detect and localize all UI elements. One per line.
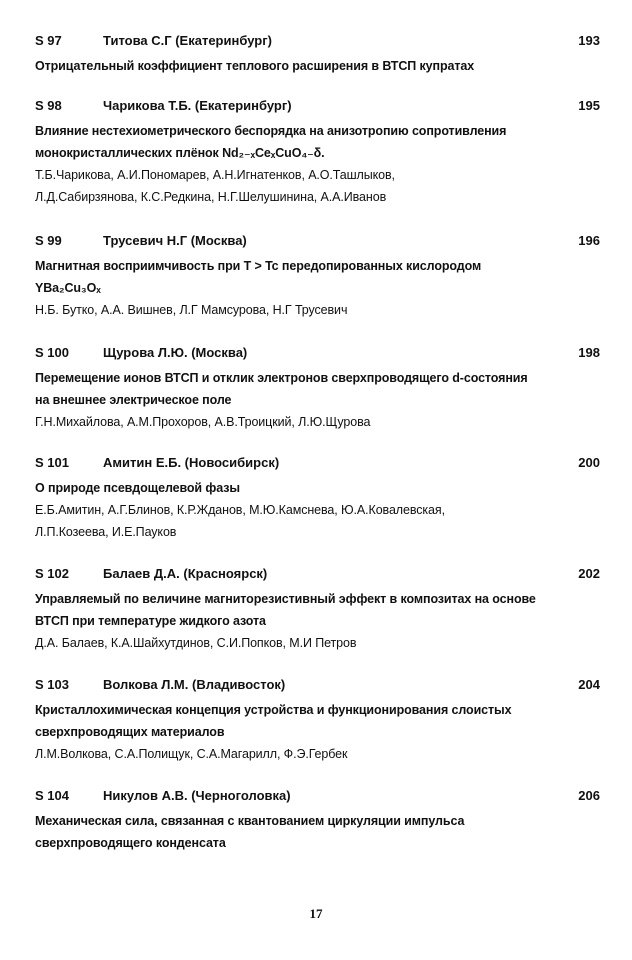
abstract-title-line: YBa₂Cu₃Oₓ [35, 281, 101, 295]
page-reference: 196 [578, 233, 600, 248]
session-code: S 99 [35, 233, 62, 248]
entry-header [35, 233, 600, 255]
presenter-name: Балаев Д.А. (Красноярск) [103, 566, 268, 581]
abstract-title-line: монокристаллических плёнок Nd₂₋ₓCeₓCuO₄₋δ. [35, 146, 325, 160]
entry-header [35, 98, 600, 120]
authors-line: Л.М.Волкова, С.А.Полищук, С.А.Магарилл, Ф.Э.Гербек [35, 747, 348, 761]
entry-header [35, 566, 600, 588]
abstract-title-line: Механическая сила, связанная с квантованием циркуляции импульса [35, 814, 465, 828]
session-code: S 102 [35, 566, 69, 581]
abstract-title-line: Перемещение ионов ВТСП и отклик электронов сверхпроводящего d-состояния [35, 371, 528, 385]
session-code: S 104 [35, 788, 69, 803]
authors-line: Л.Д.Сабирзянова, К.С.Редкина, Н.Г.Шелушинина, А.А.Иванов [35, 190, 387, 204]
page-reference: 200 [578, 455, 600, 470]
program-entry [35, 566, 600, 654]
program-entry [35, 345, 600, 433]
presenter-name: Чарикова Т.Б. (Екатеринбург) [103, 98, 292, 113]
session-code: S 103 [35, 677, 69, 692]
authors-line: Е.Б.Амитин, А.Г.Блинов, К.Р.Жданов, М.Ю.Камснева, Ю.А.Ковалевская, [35, 503, 445, 517]
abstract-title-line: Кристаллохимическая концепция устройства и функционирования слоистых [35, 703, 512, 717]
entry-header [35, 677, 600, 699]
program-entry [35, 788, 600, 854]
presenter-name: Никулов А.В. (Черноголовка) [103, 788, 291, 803]
page-reference: 204 [578, 677, 600, 692]
page-reference: 202 [578, 566, 600, 581]
page-number: 17 [309, 906, 323, 921]
presenter-name: Амитин Е.Б. (Новосибирск) [103, 455, 280, 470]
presenter-name: Волкова Л.М. (Владивосток) [103, 677, 286, 692]
authors-line: Н.Б. Бутко, А.А. Вишнев, Л.Г Мамсурова, Н.Г Трусевич [35, 303, 348, 317]
abstract-title-line: О природе псевдощелевой фазы [35, 481, 240, 495]
page-reference: 193 [578, 33, 600, 48]
page-reference: 206 [578, 788, 600, 803]
session-code: S 101 [35, 455, 69, 470]
program-entry [35, 98, 600, 208]
entry-header [35, 33, 600, 55]
program-entry [35, 233, 600, 321]
abstract-title-line: Отрицательный коэффициент теплового расширения в ВТСП купратах [35, 59, 475, 73]
authors-line: Л.П.Козеева, И.Е.Пауков [35, 525, 177, 539]
program-entry [35, 455, 600, 543]
program-entry [35, 677, 600, 765]
abstract-title-line: сверхпроводящих материалов [35, 725, 225, 739]
page-reference: 195 [578, 98, 600, 113]
session-code: S 100 [35, 345, 69, 360]
abstract-title-line: Влияние нестехиометрического беспорядка на анизотропию сопротивления [35, 124, 507, 138]
presenter-name: Титова С.Г (Екатеринбург) [103, 33, 272, 48]
authors-line: Д.А. Балаев, К.А.Шайхутдинов, С.И.Попков, М.И Петров [35, 636, 357, 650]
entry-header [35, 345, 600, 367]
authors-line: Т.Б.Чарикова, А.И.Пономарев, А.Н.Игнатенков, А.О.Ташлыков, [35, 168, 395, 182]
entry-header [35, 455, 600, 477]
abstract-title-line: Управляемый по величине магниторезистивный эффект в композитах на основе [35, 592, 536, 606]
session-code: S 97 [35, 33, 62, 48]
abstract-title-line: на внешнее электрическое поле [35, 393, 232, 407]
abstract-title-line: сверхпроводящего конденсата [35, 836, 226, 850]
presenter-name: Трусевич Н.Г (Москва) [103, 233, 247, 248]
page-reference: 198 [578, 345, 600, 360]
session-code: S 98 [35, 98, 62, 113]
entry-header [35, 788, 600, 810]
abstract-title-line: ВТСП при температуре жидкого азота [35, 614, 266, 628]
presenter-name: Щурова Л.Ю. (Москва) [103, 345, 248, 360]
abstract-title-line: Магнитная восприимчивость при T > Tc передопированных кислородом [35, 259, 482, 273]
authors-line: Г.Н.Михайлова, А.М.Прохоров, А.В.Троицкий, Л.Ю.Щурова [35, 415, 371, 429]
program-entry [35, 33, 600, 77]
